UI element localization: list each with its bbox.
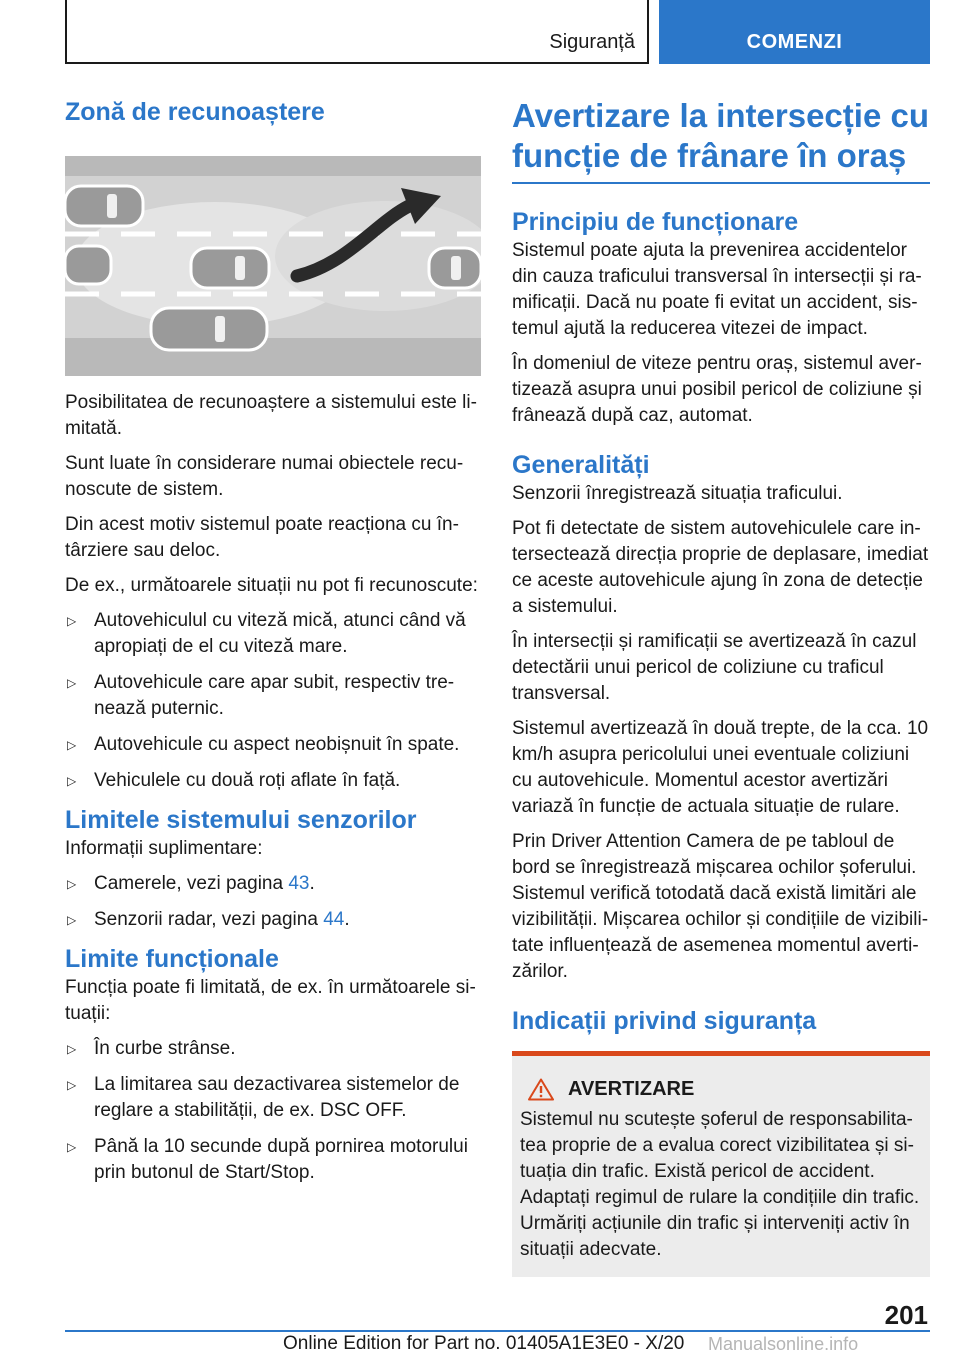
triangle-right-outline-icon: ▷ xyxy=(67,738,77,752)
footer-divider xyxy=(65,1330,930,1332)
triangle-right-outline-icon: ▷ xyxy=(67,676,77,690)
list-item: ▷ Autovehicule cu aspect neobișnuit în spate. xyxy=(65,732,481,758)
right-column xyxy=(512,96,930,1277)
functional-limits-heading: Limite funcționale xyxy=(65,945,279,973)
warning-box xyxy=(512,1051,930,1277)
page-header xyxy=(65,0,930,66)
paragraph: Posibilitatea de recunoaștere a sistemului este limitată. xyxy=(65,392,477,439)
list-item: ▷ La limitarea sau dezactivarea sistemelor de reglare a stabilității, de ex. DSC OFF. xyxy=(67,1074,460,1121)
paragraph: De ex., următoarele situații nu pot fi recunoscute: xyxy=(65,575,478,596)
triangle-right-outline-icon: ▷ xyxy=(67,1140,77,1154)
paragraph: Pot fi detectate de sistem autovehiculele care intersectează direcția proprie de deplasare, imediat ce aceste autovehicule ajung în zona de detecție a sistemului. xyxy=(512,518,929,617)
zone-heading: Zonă de recunoaștere xyxy=(65,98,325,126)
sensor-limits-heading: Limitele sistemului senzorilor xyxy=(65,806,417,834)
edition-text: Online Edition for Part no. 01405A1E3E0 - X/20 xyxy=(283,1333,685,1354)
left-column xyxy=(65,96,481,1196)
list-item: ▷ Autovehiculul cu viteză mică, atunci când vă apropiați de el cu viteză mare. xyxy=(67,610,466,657)
principle-heading: Principiu de funcționare xyxy=(512,208,799,236)
page-link-radar[interactable]: 44 xyxy=(323,909,345,930)
functional-limits-list xyxy=(65,1036,481,1186)
triangle-right-outline-icon: ▷ xyxy=(67,1042,77,1056)
paragraph: Senzorii înregistrează situația traficului. xyxy=(512,483,843,504)
paragraph: Sunt luate în considerare numai obiectele recunoscute de sistem. xyxy=(65,453,464,500)
safety-heading: Indicații privind siguranța xyxy=(512,1007,817,1035)
triangle-right-outline-icon: ▷ xyxy=(67,614,77,628)
warning-label: AVERTIZARE xyxy=(568,1078,695,1100)
paragraph: În domeniul de viteze pentru oraș, sistemul avertizează asupra unui posibil pericol de coliziune și frânează după caz, automat. xyxy=(512,353,922,426)
paragraph: Sistemul avertizează în două trepte, de la cca. 10 km/h asupra pericolului unei eventuale coliziuni cu autovehicule. Momentul acestor avertizări variază în funcție de actuala situație de rulare. xyxy=(512,718,929,817)
detection-zone-illustration xyxy=(65,156,481,376)
list-item: ▷ Vehiculele cu două roți aflate în față. xyxy=(65,768,481,794)
unrecognized-situations-list xyxy=(65,608,481,794)
page-number: 201 xyxy=(884,1300,928,1330)
sensor-references-list xyxy=(65,871,481,933)
page-link-cameras[interactable]: 43 xyxy=(288,873,310,894)
watermark: Manualsonline.info xyxy=(708,1334,859,1354)
section-label: Siguranță xyxy=(65,0,649,64)
triangle-right-outline-icon: ▷ xyxy=(67,774,77,788)
main-heading: Avertizare la intersecție cu funcție de frânare în oraș xyxy=(512,96,930,184)
paragraph: În intersecții și ramificații se avertizează în cazul detectării unui pericol de coliziune cu traficul transversal. xyxy=(512,631,917,704)
list-item: ▷ În curbe strânse. xyxy=(65,1036,481,1062)
list-item: ▷ Până la 10 secunde după pornirea motorului prin butonul de Start/Stop. xyxy=(67,1136,468,1183)
triangle-right-outline-icon: ▷ xyxy=(67,913,77,927)
road-cars-arrow-illustration xyxy=(65,156,481,376)
general-heading: Generalități xyxy=(512,451,650,479)
chapter-tab[interactable]: COMENZI xyxy=(659,0,930,64)
triangle-right-outline-icon: ▷ xyxy=(67,877,77,891)
warning-title xyxy=(520,1078,922,1101)
list-item: ▷ Camerele, vezi pagina 43. xyxy=(65,871,481,897)
paragraph: Din acest motiv sistemul poate reacționa cu întârziere sau deloc. xyxy=(65,514,459,561)
triangle-right-outline-icon: ▷ xyxy=(67,1078,77,1092)
warning-text: Sistemul nu scutește șoferul de responsabilitatea proprie de a evalua corect vizibilitatea și situația din trafic. Există pericol de accident. Adaptați regimul de rulare la condițiile din trafic. Urmăriți acțiunile din trafic și interveniți activ în situații adecvate. xyxy=(520,1109,920,1260)
paragraph: Funcția poate fi limitată, de ex. în următoarele situații: xyxy=(65,977,476,1024)
paragraph: Sistemul poate ajuta la prevenirea accidentelor din cauza traficului transversal în intersecții și ramificații. Dacă nu poate fi evitat un accident, sistemul ajută la reducerea vitezei de impact. xyxy=(512,240,922,339)
list-item: ▷ Senzorii radar, vezi pagina 44. xyxy=(65,907,481,933)
paragraph: Prin Driver Attention Camera de pe tabloul de bord se înregistrează mișcarea ochilor șoferului. Sistemul verifică totodată dacă există limitări ale vizibilității. Mișcarea ochilor și condițiile de vizibilitate influențează de asemenea momentul avertizărilor. xyxy=(512,831,929,982)
list-item: ▷ Autovehicule care apar subit, respectiv trenează puternic. xyxy=(67,672,455,719)
warning-triangle-icon xyxy=(528,1078,554,1101)
paragraph: Informații suplimentare: xyxy=(65,838,263,859)
